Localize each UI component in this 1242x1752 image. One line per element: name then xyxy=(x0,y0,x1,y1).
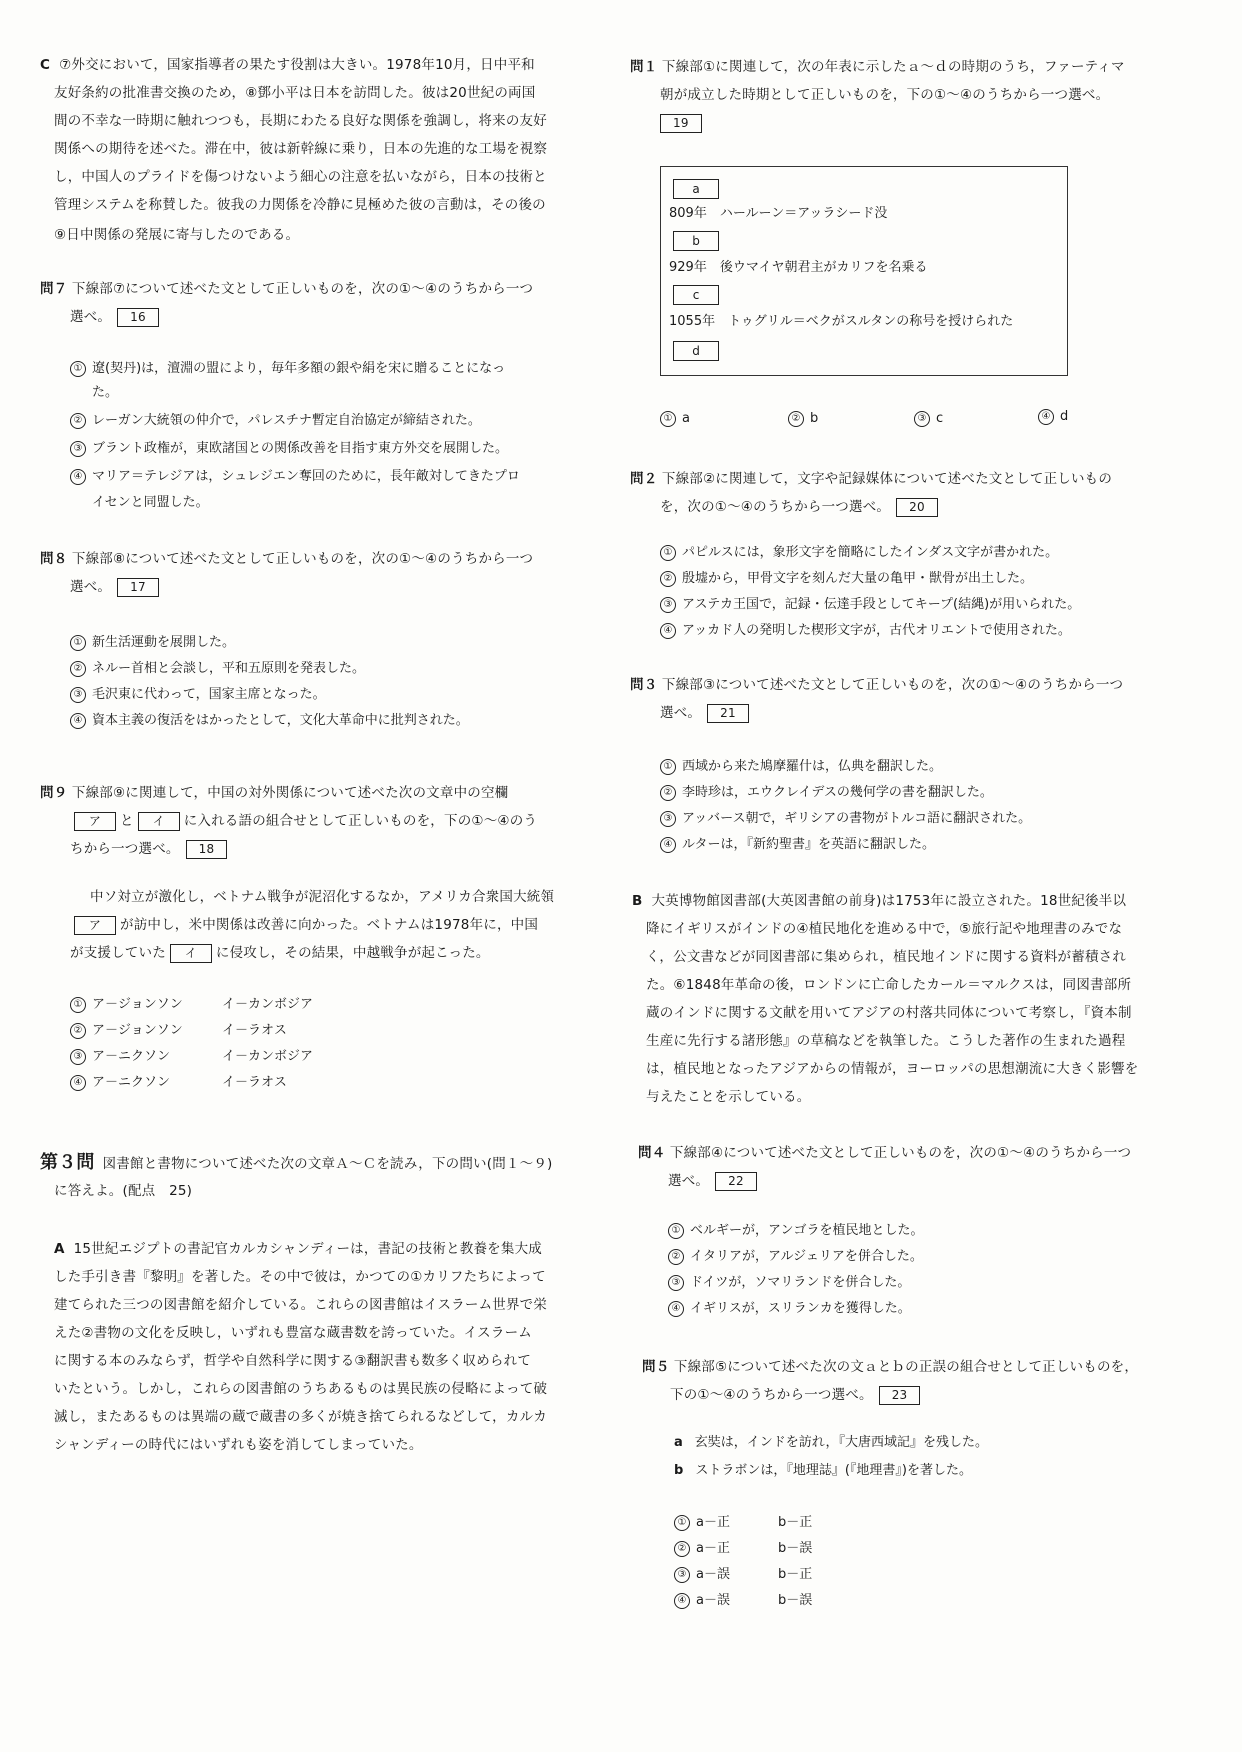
section-3-intro-2: に答えよ。(配点 25) xyxy=(54,1183,193,1199)
passage-c-line-2: 友好条約の批准書交換のため，⑧鄧小平は日本を訪問した。彼は20世紀の両国 xyxy=(54,85,536,101)
q9-stem-2: ア と イ に入れる語の組合せとして正しいものを，下の①～④のう xyxy=(70,808,537,834)
event-929: 929年 後ウマイヤ朝君主がカリフを名乗る xyxy=(669,260,928,275)
passage-c-line-1: C ⑦外交において，国家指導者の果たす役割は大きい。1978年10月，日中平和 xyxy=(40,57,535,73)
passage-a-line-3: 建てられた三つの図書館を紹介している。これらの図書館はイスラーム世界で栄 xyxy=(54,1297,548,1313)
q1-choice-1[interactable]: ① a xyxy=(660,408,690,430)
event-809: 809年 ハールーン＝アッラシード没 xyxy=(669,206,888,221)
q9-passage-1: 中ソ対立が激化し，ベトナム戦争が泥沼化するなか，アメリカ合衆国大統領 xyxy=(90,889,555,905)
event-1055: 1055年 トゥグリル＝ベクがスルタンの称号を授けられた xyxy=(669,314,1014,329)
answer-box-17[interactable]: 17 xyxy=(117,578,159,597)
q1-stem: 問１ 下線部①に関連して，次の年表に示したａ～ｄの時期のうち，ファーティマ xyxy=(630,59,1125,75)
q3-choice-4[interactable]: ④ ルターは，『新約聖書』を英語に翻訳した。 xyxy=(660,834,935,856)
passage-b-line-6: 生産に先行する諸形態』の草稿などを執筆した。こうした著作の生まれた過程 xyxy=(646,1033,1126,1049)
answer-box-18[interactable]: 18 xyxy=(186,840,228,859)
period-d-box[interactable]: d xyxy=(673,341,719,361)
q8-choice-4[interactable]: ④ 資本主義の復活をはかったとして，文化大革命中に批判された。 xyxy=(70,710,469,732)
q5-statement-a: a 玄奘は，インドを訪れ，『大唐西域記』を残した。 xyxy=(674,1435,989,1450)
q5-choice-2[interactable]: ② a－正 b－誤 xyxy=(674,1538,812,1560)
q7-choice-1-cont: た。 xyxy=(92,385,119,400)
answer-box-22[interactable]: 22 xyxy=(715,1172,757,1191)
passage-c-line-6: 管理システムを称賛した。彼我の力関係を冷静に見極めた彼の言動は，その後の xyxy=(54,197,546,213)
q4-choice-4[interactable]: ④ イギリスが，スリランカを獲得した。 xyxy=(668,1298,911,1320)
passage-b-line-4: た。⑥1848年革命の後，ロンドンに亡命したカール＝マルクスは，同図書部所 xyxy=(646,977,1132,993)
passage-c-line-5: し，中国人のプライドを傷つけないよう細心の注意を払いながら，日本の技術と xyxy=(54,169,547,185)
q9-passage-3: が支援していた イ に侵攻し，その結果，中越戦争が起こった。 xyxy=(70,945,490,961)
passage-b-line-3: く，公文書などが同図書部に集められ，植民地インドに関する資料が蓄積され xyxy=(646,949,1127,965)
answer-box-20[interactable]: 20 xyxy=(896,498,938,517)
q5-choice-4[interactable]: ④ a－誤 b－誤 xyxy=(674,1590,812,1612)
passage-a-line-1: A 15世紀エジプトの書記官カルカシャンディーは，書記の技術と教養を集大成 xyxy=(54,1241,542,1257)
answer-box-23[interactable]: 23 xyxy=(879,1386,921,1405)
q1-box-line xyxy=(660,110,702,136)
q3-choice-2[interactable]: ② 李時珍は，エウクレイデスの幾何学の書を翻訳した。 xyxy=(660,782,993,804)
answer-box-16[interactable]: 16 xyxy=(117,308,159,327)
passage-b-line-5: 蔵のインドに関する文献を用いてアジアの村落共同体について考察し，『資本制 xyxy=(646,1005,1132,1021)
q5-choice-3[interactable]: ③ a－誤 b－正 xyxy=(674,1564,812,1586)
q7-stem-2: 選べ。 16 xyxy=(70,304,159,330)
passage-a-line-2: した手引き書『黎明』を著した。その中で彼は，かつての①カリフたちによって xyxy=(54,1269,546,1285)
q7-choice-3[interactable]: ③ ブラント政権が，東欧諸国との関係改善を目指す東方外交を展開した。 xyxy=(70,438,508,460)
passage-b-line-7: は，植民地となったアジアからの情報が，ヨーロッパの思想潮流に大きく影響を xyxy=(646,1061,1139,1077)
passage-c-line-3: 間の不幸な一時期に触れつつも，長期にわたる良好な関係を強調し，将来の友好 xyxy=(54,113,547,129)
q1-choice-2[interactable]: ② b xyxy=(788,408,818,430)
q3-choice-3[interactable]: ③ アッバース朝で，ギリシアの書物がトルコ語に翻訳された。 xyxy=(660,808,1031,830)
answer-box-19[interactable]: 19 xyxy=(660,114,702,133)
q3-choice-1[interactable]: ① 西域から来た鳩摩羅什は，仏典を翻訳した。 xyxy=(660,756,942,778)
q2-choice-4[interactable]: ④ アッカド人の発明した楔形文字が，古代オリエントで使用された。 xyxy=(660,620,1071,642)
q9-passage-2: ア が訪中し，米中関係は改善に向かった。ベトナムは1978年に，中国 xyxy=(70,912,538,938)
q7-stem: 問７ 下線部⑦について述べた文として正しいものを，次の①～④のうちから一つ xyxy=(40,281,534,297)
q4-stem-2: 選べ。 22 xyxy=(668,1168,757,1194)
passage-a-line-4: えた②書物の文化を反映し，いずれも豊富な蔵書数を誇っていた。イスラーム xyxy=(54,1325,532,1341)
period-c-box[interactable]: c xyxy=(673,285,719,305)
q3-stem-2: 選べ。 21 xyxy=(660,700,749,726)
period-a-box[interactable]: a xyxy=(673,179,719,199)
q3-stem: 問３ 下線部③について述べた文として正しいものを，次の①～④のうちから一つ xyxy=(630,677,1124,693)
q2-choice-3[interactable]: ③ アステカ王国で，記録・伝達手段としてキープ(結縄)が用いられた。 xyxy=(660,594,1080,616)
q8-stem-2: 選べ。 17 xyxy=(70,574,159,600)
passage-b-line-1: B 大英博物館図書部(大英図書館の前身)は1753年に設立された。18世紀後半以 xyxy=(632,893,1127,909)
q9-stem-3: ちから一つ選べ。 18 xyxy=(70,836,227,862)
q1-choice-4[interactable]: ④ d xyxy=(1038,406,1068,428)
section-3-heading: 第３問 図書館と書物について述べた次の文章Ａ～Ｃを読み，下の問い(問１～９) xyxy=(40,1152,553,1173)
q4-stem: 問４ 下線部④について述べた文として正しいものを，次の①～④のうちから一つ xyxy=(638,1145,1132,1161)
answer-box-21[interactable]: 21 xyxy=(707,704,749,723)
blank-a-box[interactable]: ア xyxy=(74,812,116,831)
q5-stem: 問５ 下線部⑤について述べた次の文ａとｂの正誤の組合せとして正しいものを， xyxy=(642,1359,1139,1375)
q9-choice-4[interactable]: ④ ア－ニクソン イ－ラオス xyxy=(70,1072,287,1094)
q5-stem-2: 下の①～④のうちから一つ選べ。 23 xyxy=(670,1382,920,1408)
q2-choice-1[interactable]: ① パピルスには，象形文字を簡略にしたインダス文字が書かれた。 xyxy=(660,542,1058,564)
q7-choice-2[interactable]: ② レーガン大統領の仲介で，パレスチナ暫定自治協定が締結された。 xyxy=(70,410,481,432)
passage-b-line-2: 降にイギリスがインドの④植民地化を進める中で，⑤旅行記や地理書のみでな xyxy=(646,921,1123,937)
passage-b-line-8: 与えたことを示している。 xyxy=(646,1089,811,1105)
q4-choice-1[interactable]: ① ベルギーが，アンゴラを植民地とした。 xyxy=(668,1220,923,1242)
q2-stem: 問２ 下線部②に関連して，文字や記録媒体について述べた文として正しいもの xyxy=(630,471,1113,487)
q8-choice-3[interactable]: ③ 毛沢東に代わって，国家主席となった。 xyxy=(70,684,326,706)
q7-choice-1[interactable]: ① 遼(契丹)は，澶淵の盟により，毎年多額の銀や絹を宋に贈ることになっ xyxy=(70,358,505,380)
chronology-table xyxy=(660,166,1068,376)
blank-i-box[interactable]: イ xyxy=(138,812,180,831)
q4-choice-3[interactable]: ③ ドイツが，ソマリランドを併合した。 xyxy=(668,1272,910,1294)
q9-choice-2[interactable]: ② ア－ジョンソン イ－ラオス xyxy=(70,1020,287,1042)
q8-choice-2[interactable]: ② ネルー首相と会談し，平和五原則を発表した。 xyxy=(70,658,365,680)
q1-stem-2: 朝が成立した時期として正しいものを，下の①～④のうちから一つ選べ。 xyxy=(660,87,1110,103)
passage-c-line-7: ⑨日中関係の発展に寄与したのである。 xyxy=(54,227,300,243)
q7-choice-4-cont: イセンと同盟した。 xyxy=(92,495,209,510)
q5-choice-1[interactable]: ① a－正 b－正 xyxy=(674,1512,812,1534)
passage-c-label: C xyxy=(40,57,51,73)
q7-choice-4[interactable]: ④ マリア＝テレジアは，シュレジエン奪回のために，長年敵対してきたプロ xyxy=(70,466,520,488)
passage-a-line-6: いたという。しかし，これらの図書館のうちあるものは異民族の侵略によって破 xyxy=(54,1381,548,1397)
q9-choice-1[interactable]: ① ア－ジョンソン イ－カンボジア xyxy=(70,994,313,1016)
q9-stem: 問９ 下線部⑨に関連して，中国の対外関係について述べた次の文章中の空欄 xyxy=(40,785,509,801)
q1-choice-3[interactable]: ③ c xyxy=(914,408,943,430)
period-b-box[interactable]: b xyxy=(673,231,719,251)
q8-stem: 問８ 下線部⑧について述べた文として正しいものを，次の①～④のうちから一つ xyxy=(40,551,534,567)
q8-choice-1[interactable]: ① 新生活運動を展開した。 xyxy=(70,632,235,654)
q2-choice-2[interactable]: ② 殷墟から，甲骨文字を刻んだ大量の亀甲・獣骨が出土した。 xyxy=(660,568,1033,590)
passage-c-line-4: 関係への期待を述べた。滞在中，彼は新幹線に乗り，日本の先進的な工場を視察 xyxy=(54,141,548,157)
passage-a-line-8: シャンディーの時代にはいずれも姿を消してしまっていた。 xyxy=(54,1437,423,1453)
q2-stem-2: を，次の①～④のうちから一つ選べ。 20 xyxy=(660,494,938,520)
q9-choice-3[interactable]: ③ ア－ニクソン イ－カンボジア xyxy=(70,1046,313,1068)
passage-a-line-7: 滅し，またあるものは異端の蔵で蔵書の多くが焼き捨てられるなどして，カルカ xyxy=(54,1409,547,1425)
q5-statement-b: b ストラボンは，『地理誌』(『地理書』)を著した。 xyxy=(674,1463,972,1478)
passage-a-line-5: に関する本のみならず，哲学や自然科学に関する③翻訳書も数多く収められて xyxy=(54,1353,532,1369)
q4-choice-2[interactable]: ② イタリアが，アルジェリアを併合した。 xyxy=(668,1246,923,1268)
